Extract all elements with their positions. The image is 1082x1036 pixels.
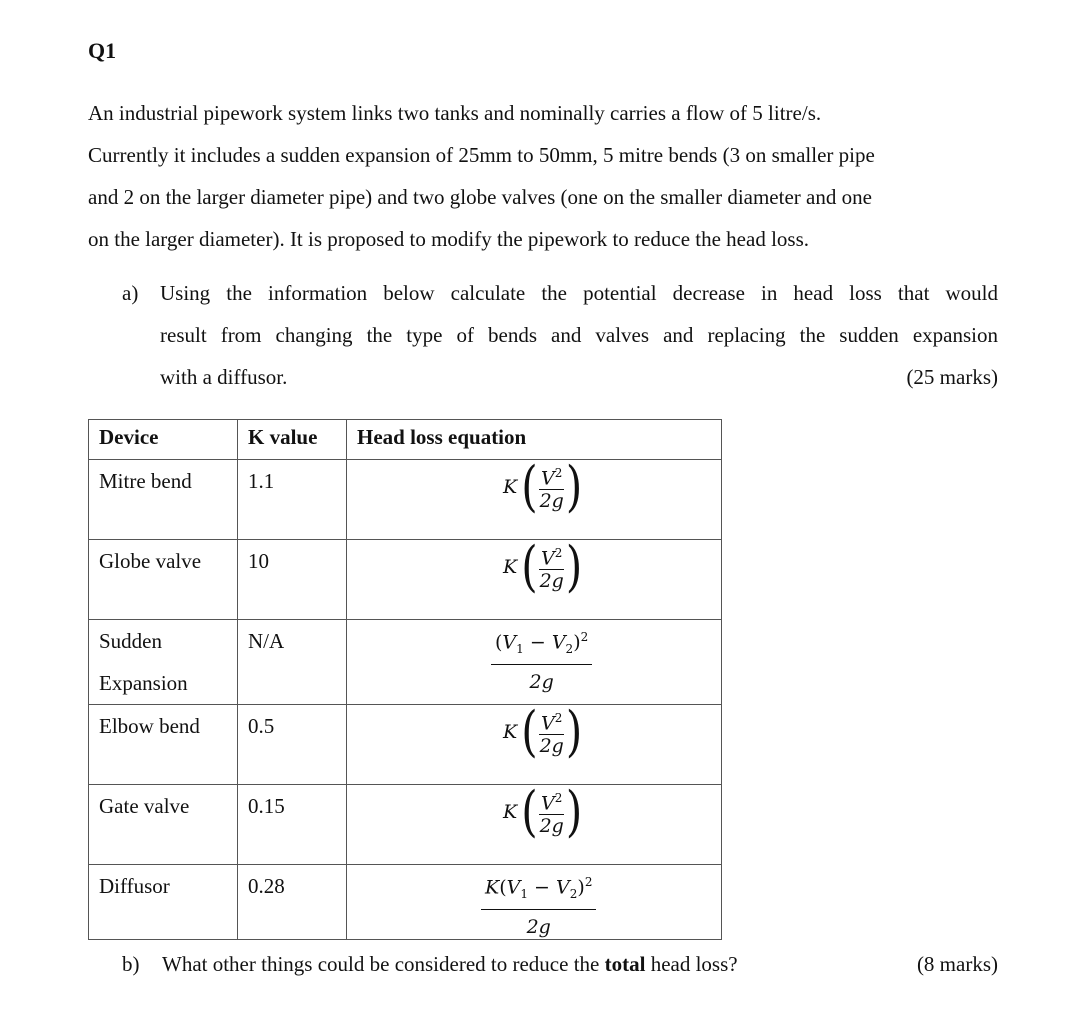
part-b-text: What other things could be considered to reduce the (162, 952, 605, 976)
device-cell: Diffusor (89, 865, 238, 940)
equation-cell (347, 779, 722, 865)
question-intro (88, 92, 998, 260)
table-row (89, 785, 722, 865)
part-a-label: a) (122, 281, 139, 305)
k-v2-over-2g-formula: K ( $\frac{V^2}{2g}$ ) (503, 454, 583, 519)
equation-cell (347, 534, 722, 620)
equation-cell (347, 699, 722, 785)
k-cell: 0.28 (238, 865, 347, 940)
part-a-line: result from changing the type of bends and valves and replacing the sudden expansion (160, 323, 998, 347)
diffusor-formula: $\frac{K(V_1 - V_2)^2}{2g}$ (481, 867, 596, 942)
part-b-bold: total (604, 952, 646, 976)
part-b-marks: (8 marks) (916, 952, 998, 976)
table-row (89, 865, 722, 940)
intro-line: An industrial pipework system links two tanks and nominally carries a flow of 5 litre/s. (88, 101, 822, 125)
device-cell: Elbow bend (89, 705, 238, 785)
table-row (89, 540, 722, 620)
k-cell: 1.1 (238, 460, 347, 540)
device-cell: Globe valve (89, 540, 238, 620)
header-k-value: K value (238, 420, 347, 460)
part-a-line: Using the information below calculate the potential decrease in head loss that would (160, 281, 998, 305)
device-line: Expansion (99, 671, 188, 695)
part-a-line-last (160, 356, 998, 398)
device-cell (89, 620, 238, 705)
equation-cell (347, 865, 722, 940)
part-b-label: b) (122, 952, 140, 976)
intro-line: on the larger diameter). It is proposed to modify the pipework to reduce the head loss. (88, 227, 809, 251)
table-header-row (89, 420, 722, 460)
part-a-marks: (25 marks) (906, 365, 998, 389)
head-loss-table (88, 419, 722, 940)
k-cell: 0.5 (238, 705, 347, 785)
table-row (89, 705, 722, 785)
table-row (89, 620, 722, 705)
sudden-expansion-formula: $\frac{(V_1 - V_2)^2}{2g}$ (491, 622, 592, 697)
intro-line: Currently it includes a sudden expansion of 25mm to 50mm, 5 mitre bends (3 on smaller pipe (88, 143, 875, 167)
intro-line: and 2 on the larger diameter pipe) and two globe valves (one on the smaller diameter and one (88, 185, 872, 209)
k-v2-over-2g-formula: K ( $\frac{V^2}{2g}$ ) (503, 534, 583, 599)
header-equation: Head loss equation (347, 420, 722, 460)
equation-cell (347, 454, 722, 540)
k-cell: 0.15 (238, 785, 347, 865)
k-v2-over-2g-formula: K ( $\frac{V^2}{2g}$ ) (503, 779, 583, 844)
question-title: Q1 (88, 38, 117, 63)
part-a-line: with a diffusor. (160, 365, 288, 389)
part-a (122, 272, 998, 398)
device-cell: Gate valve (89, 785, 238, 865)
part-b-text-end: head loss? (645, 952, 738, 976)
device-line: Sudden (99, 629, 162, 653)
part-b (122, 943, 998, 985)
table-row (89, 460, 722, 540)
header-device: Device (89, 420, 238, 460)
k-cell: N/A (238, 620, 347, 705)
equation-cell (347, 620, 722, 705)
k-cell: 10 (238, 540, 347, 620)
device-cell: Mitre bend (89, 460, 238, 540)
k-v2-over-2g-formula: K ( $\frac{V^2}{2g}$ ) (503, 699, 583, 764)
